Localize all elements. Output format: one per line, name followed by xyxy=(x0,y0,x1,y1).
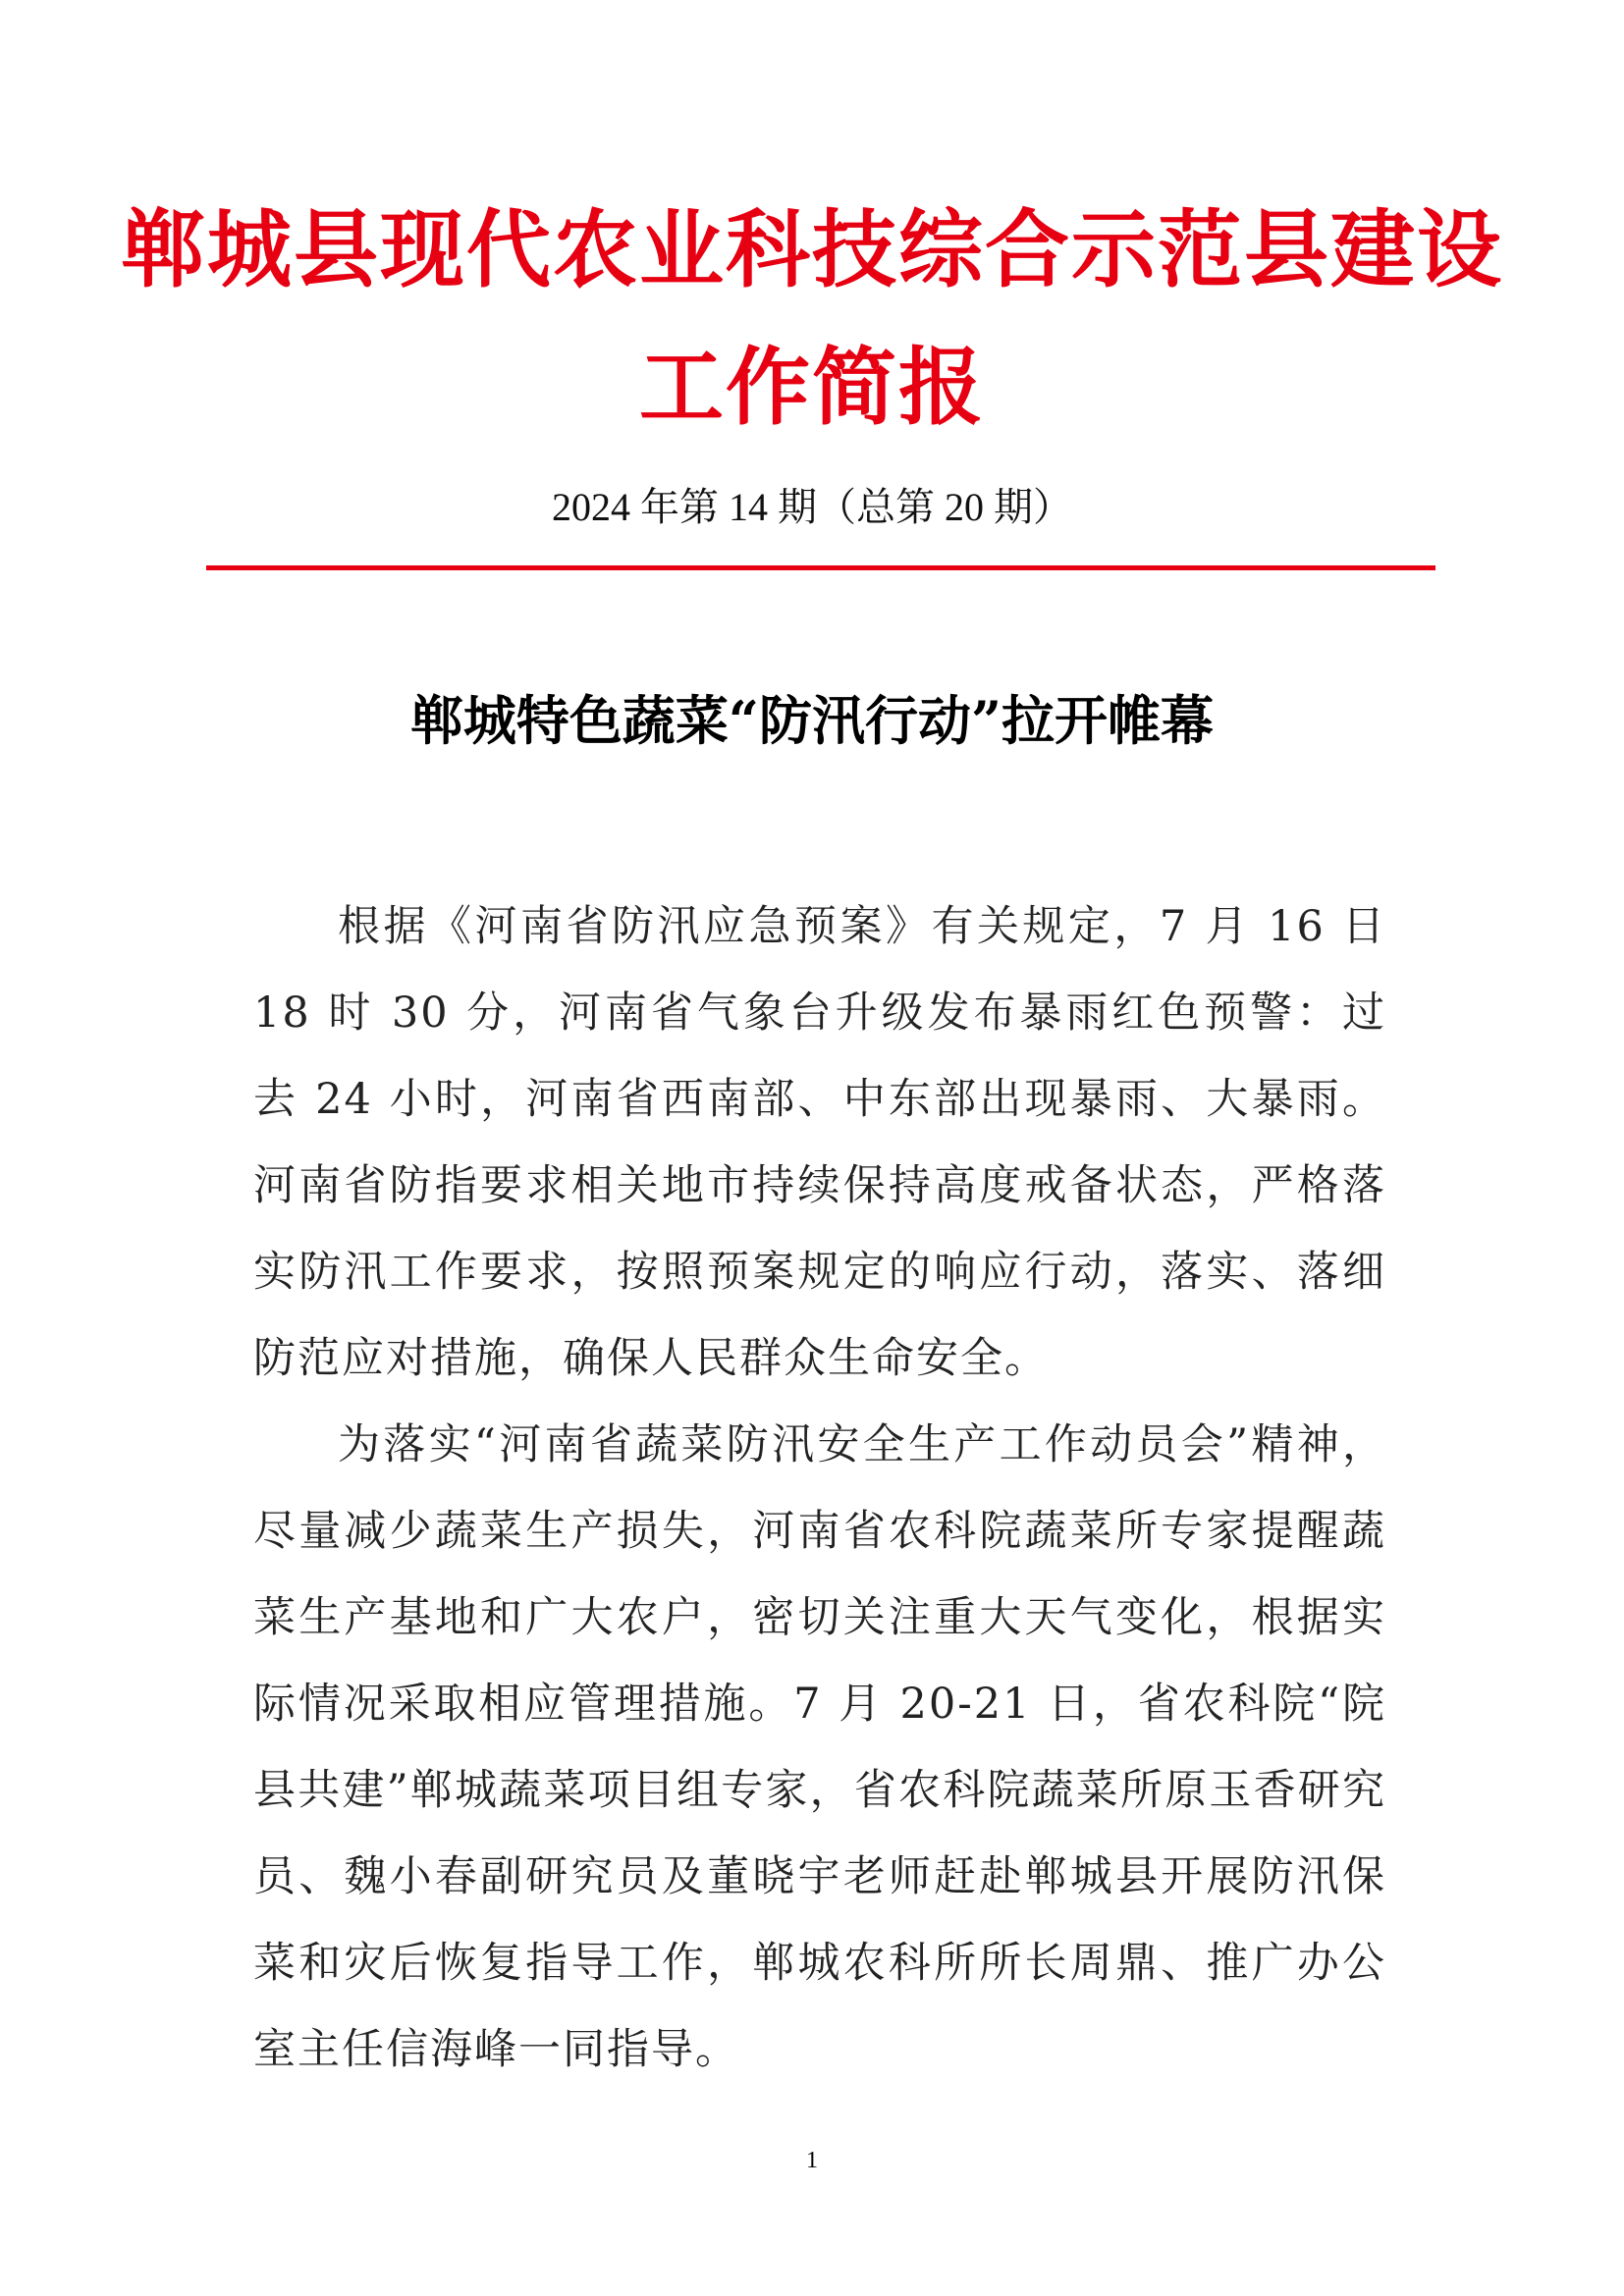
masthead-divider xyxy=(206,565,1435,570)
masthead-title-line1: 郸城县现代农业科技综合示范县建设 xyxy=(121,200,1503,299)
issue-number: 2024 年第 14 期（总第 20 期） xyxy=(552,485,1072,529)
article-body xyxy=(253,883,1386,2093)
article-headline: 郸城特色蔬菜“防汛行动”拉开帷幕 xyxy=(409,689,1215,752)
page-number: 1 xyxy=(806,2148,818,2173)
article-paragraph-1: 根据《河南省防汛应急预案》有关规定，7 月 16 日 18 时 30 分，河南省气象台升级发布暴雨红色预警：过去 24 小时，河南省西南部、中东部出现暴雨、大暴雨。河南省防指要求相关地市持续保持高度戒备状态，严格落实防汛工作要求，按照预案规定的响应行动，落实、落细防范应对措施，确保人民群众生命安全。 xyxy=(253,902,1386,1383)
masthead-title-line2: 工作简报 xyxy=(639,338,985,437)
article-paragraph-2: 为落实“河南省蔬菜防汛安全生产工作动员会”精神，尽量减少蔬菜生产损失，河南省农科院蔬菜所专家提醒蔬菜生产基地和广大农户，密切关注重大天气变化，根据实际情况采取相应管理措施。7 月 20-21 日，省农科院“院县共建”郸城蔬菜项目组专家，省农科院蔬菜所原玉香研究员、魏小春副研究员及董晓宇老师赶赴郸城县开展防汛保菜和灾后恢复指导工作，郸城农科所所长周鼎、推广办公室主任信海峰一同指导。 xyxy=(253,1420,1386,2074)
